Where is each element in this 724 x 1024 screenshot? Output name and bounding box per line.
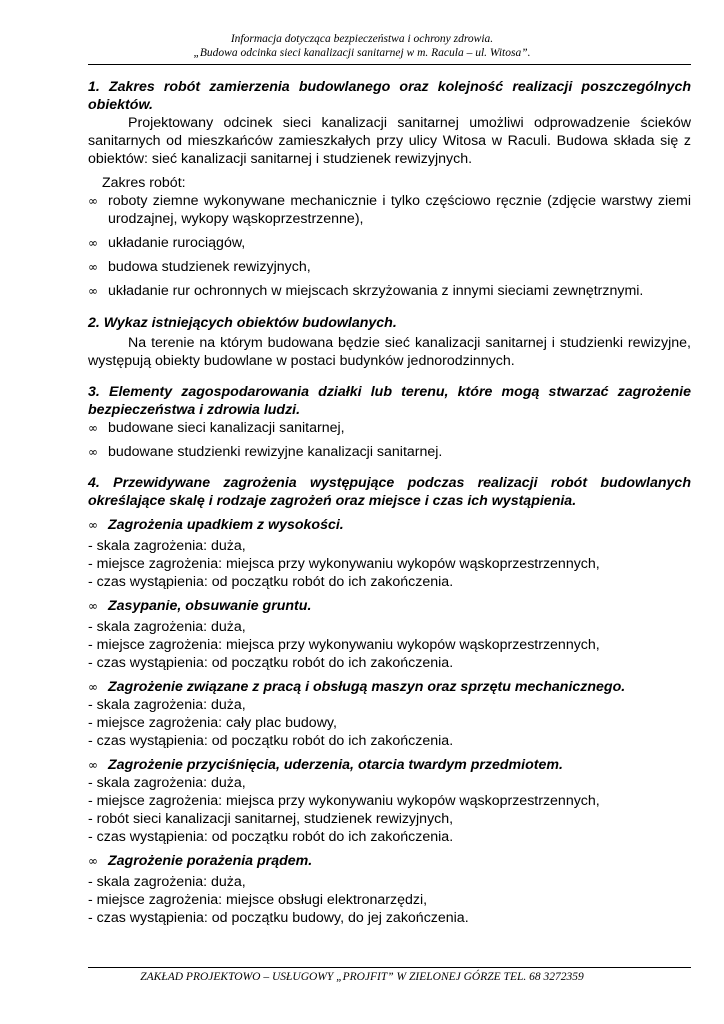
scope-label: Zakres robót: — [102, 175, 186, 191]
infinity-bullet-icon: ∞ — [88, 260, 98, 274]
list-item: ∞ układanie rurociągów, — [88, 235, 246, 251]
hazard-block — [88, 516, 691, 591]
hazard-line: - skala zagrożenia: duża, — [88, 874, 246, 890]
hazard-title: ∞ Zagrożenia upadkiem z wysokości. — [88, 517, 344, 533]
hazard-line: - miejsce zagrożenia: miejsce obsługi elektronarzędzi, — [88, 892, 428, 908]
hazard-line: - miejsce zagrożenia: cały plac budowy, — [88, 715, 337, 731]
infinity-bullet-icon: ∞ — [88, 680, 98, 694]
hazard-block — [88, 678, 691, 750]
list-item: ∞ roboty ziemne wykonywane mechanicznie i tylko częściowo ręcznie (zdjęcie warstwy ziemi urodzajnej, wykopy wąskoprzestrzenne), — [88, 193, 691, 227]
hazard-line: - czas wystąpienia: od początku budowy, do jej zakończenia. — [88, 910, 469, 926]
hazard-block — [88, 597, 691, 672]
hazard-line: - skala zagrożenia: duża, — [88, 697, 246, 713]
page-header — [0, 32, 724, 60]
footer-divider — [88, 967, 691, 968]
list-item: ∞ budowa studzienek rewizyjnych, — [88, 259, 311, 275]
hazard-line: - robót sieci kanalizacji sanitarnej, studzienek rewizyjnych, — [88, 811, 454, 827]
section-3-heading: 3. Elementy zagospodarowania działki lub terenu, które mogą stwarzać zagrożenie bezpieczeństwa i zdrowia ludzi. — [88, 384, 691, 418]
infinity-bullet-icon: ∞ — [88, 284, 98, 298]
section-1-heading: 1. Zakres robót zamierzenia budowlanego oraz kolejność realizacji poszczególnych obiektów. — [88, 79, 691, 113]
header-line-1: Informacja dotycząca bezpieczeństwa i ochrony zdrowia. — [230, 33, 494, 45]
hazard-line: - czas wystąpienia: od początku robót do ich zakończenia. — [88, 655, 454, 671]
section-1-list — [88, 192, 691, 300]
section-1-paragraph: Projektowany odcinek sieci kanalizacji sanitarnej umożliwi odprowadzenie ścieków sanitarnych od mieszkańców zamieszkałych przy ulicy Witosa w Raculi. Budowa składa się z obiektów: sieć kanalizacji sanitarnej i studzienek rewizyjnych. — [88, 115, 691, 167]
list-item: ∞ układanie rur ochronnych w miejscach skrzyżowania z innymi sieciami zewnętrznymi. — [88, 283, 644, 299]
hazard-line: - czas wystąpienia: od początku robót do ich zakończenia. — [88, 829, 454, 845]
list-item: ∞ budowane studzienki rewizyjne kanalizacji sanitarnej. — [88, 444, 443, 460]
infinity-bullet-icon: ∞ — [88, 194, 98, 208]
header-divider — [88, 64, 691, 65]
section-3-list — [88, 419, 691, 461]
hazard-title: ∞ Zagrożenie związane z pracą i obsługą maszyn oraz sprzętu mechanicznego. — [88, 679, 626, 695]
section-2-paragraph: Na terenie na którym budowana będzie sieć kanalizacji sanitarnej i studzienki rewizyjne, występują obiekty budowlane w postaci budynków jednorodzinnych. — [88, 335, 691, 369]
hazard-title: ∞ Zagrożenie porażenia prądem. — [88, 853, 313, 869]
page-footer: ZAKŁAD PROJEKTOWO – USŁUGOWY „PROJFIT” W ZIELONEJ GÓRZE TEL. 68 3272359 — [140, 971, 584, 983]
infinity-bullet-icon: ∞ — [88, 421, 98, 435]
hazard-line: - czas wystąpienia: od początku robót do ich zakończenia. — [88, 733, 454, 749]
infinity-bullet-icon: ∞ — [88, 236, 98, 250]
hazard-block — [88, 852, 691, 927]
hazard-title: ∞ Zasypanie, obsuwanie gruntu. — [88, 598, 312, 614]
hazard-line: - miejsce zagrożenia: miejsca przy wykonywaniu wykopów wąskoprzestrzennych, — [88, 793, 600, 809]
hazard-line: - skala zagrożenia: duża, — [88, 538, 246, 554]
hazard-line: - skala zagrożenia: duża, — [88, 619, 246, 635]
section-4-heading: 4. Przewidywane zagrożenia występujące podczas realizacji robót budowlanych określające skalę i rodzaje zagrożeń oraz miejsce i czas ich wystąpienia. — [88, 475, 691, 509]
hazard-line: - skala zagrożenia: duża, — [88, 775, 246, 791]
infinity-bullet-icon: ∞ — [88, 518, 98, 532]
hazard-line: - miejsce zagrożenia: miejsca przy wykonywaniu wykopów wąskoprzestrzennych, — [88, 637, 600, 653]
hazard-line: - miejsce zagrożenia: miejsca przy wykonywaniu wykopów wąskoprzestrzennych, — [88, 556, 600, 572]
hazard-block — [88, 756, 691, 846]
list-item: ∞ budowane sieci kanalizacji sanitarnej, — [88, 420, 345, 436]
hazard-line: - czas wystąpienia: od początku robót do ich zakończenia. — [88, 574, 454, 590]
infinity-bullet-icon: ∞ — [88, 854, 98, 868]
document-body — [88, 78, 691, 927]
infinity-bullet-icon: ∞ — [88, 445, 98, 459]
section-2-heading: 2. Wykaz istniejących obiektów budowlanych. — [88, 315, 397, 331]
header-line-2: „Budowa odcinka sieci kanalizacji sanitarnej w m. Racula – ul. Witosa”. — [193, 47, 531, 59]
hazard-title: ∞ Zagrożenie przyciśnięcia, uderzenia, otarcia twardym przedmiotem. — [88, 757, 563, 773]
infinity-bullet-icon: ∞ — [88, 758, 98, 772]
infinity-bullet-icon: ∞ — [88, 599, 98, 613]
